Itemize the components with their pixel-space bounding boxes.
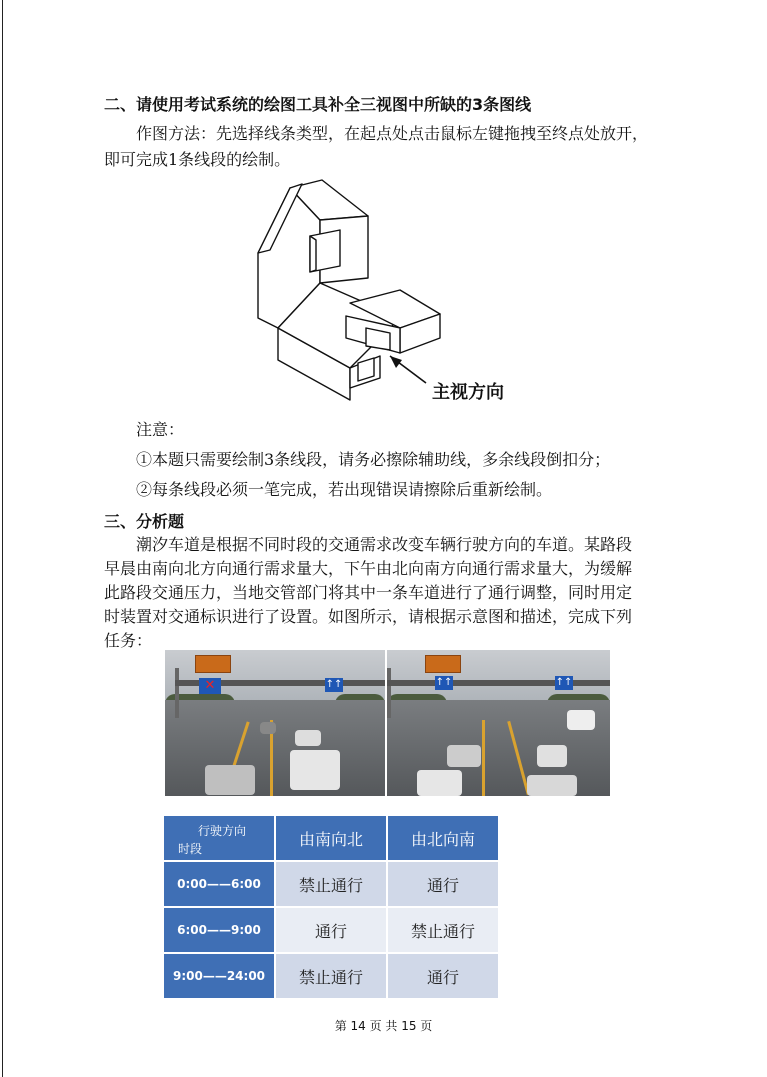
table-row: [163, 907, 499, 953]
lane-arrow-sign: ↑↑: [325, 679, 343, 690]
ns-cell: 通行: [387, 861, 499, 907]
led-sign-right: [425, 655, 461, 673]
analysis-line4: 时装置对交通标识进行了设置。如图所示，请根据示意图和描述，完成下列: [104, 607, 633, 626]
note-1: ①本题只需要绘制3条线段，请务必擦除辅助线，多余线段倒扣分；: [136, 450, 611, 469]
table-corner-cell: [163, 815, 275, 861]
sn-cell: 禁止通行: [275, 861, 387, 907]
method-line1: 作图方法：先选择线条类型，在起点处点击鼠标左键拖拽至终点处放开，: [136, 124, 649, 143]
tidal-lane-photo-left: [165, 650, 385, 796]
sn-cell: 禁止通行: [275, 953, 387, 999]
page-footer: 第 14 页 共 15 页: [334, 1019, 433, 1033]
method-line2: 即可完成1条线段的绘制。: [104, 150, 291, 169]
corner-time-label: 时段: [178, 842, 203, 856]
table-row: [163, 861, 499, 907]
view-direction-label: 主视方向: [432, 382, 504, 403]
column-header-north-south: 由北向南: [387, 815, 499, 861]
note-2: ②每条线段必须一笔完成，若出现错误请擦除后重新绘制。: [136, 480, 553, 499]
column-header-south-north: 由南向北: [275, 815, 387, 861]
analysis-line5: 任务：: [104, 631, 153, 650]
lane-arrow-sign-right-1: ↑↑: [435, 677, 453, 688]
isometric-part-figure: [250, 178, 450, 403]
lane-arrow-sign-right-2: ↑↑: [555, 677, 573, 688]
tidal-lane-schedule-table: [162, 814, 500, 1000]
section3-heading: 三、分析题: [104, 512, 185, 531]
table-row: [163, 953, 499, 999]
section2-heading: 二、请使用考试系统的绘图工具补全三视图中所缺的3条图线: [104, 95, 532, 114]
corner-direction-label: 行驶方向: [198, 824, 247, 838]
led-sign: [195, 655, 231, 673]
analysis-line3: 此路段交通压力，当地交管部门将其中一条车道进行了通行调整，同时用定: [104, 583, 633, 602]
lane-closed-sign: ✕: [199, 678, 221, 694]
time-cell: 9:00——24:00: [163, 953, 275, 999]
analysis-line2: 早晨由南向北方向通行需求量大，下午由北向南方向通行需求量大，为缓解: [104, 559, 633, 578]
ns-cell: 通行: [387, 953, 499, 999]
analysis-line1: 潮汐车道是根据不同时段的交通需求改变车辆行驶方向的车道。某路段: [136, 535, 633, 554]
tidal-lane-photo-right: [387, 650, 610, 796]
notes-title: 注意：: [136, 420, 185, 439]
time-cell: 0:00——6:00: [163, 861, 275, 907]
time-cell: 6:00——9:00: [163, 907, 275, 953]
sn-cell: 通行: [275, 907, 387, 953]
ns-cell: 禁止通行: [387, 907, 499, 953]
page-left-border: [2, 0, 3, 1077]
